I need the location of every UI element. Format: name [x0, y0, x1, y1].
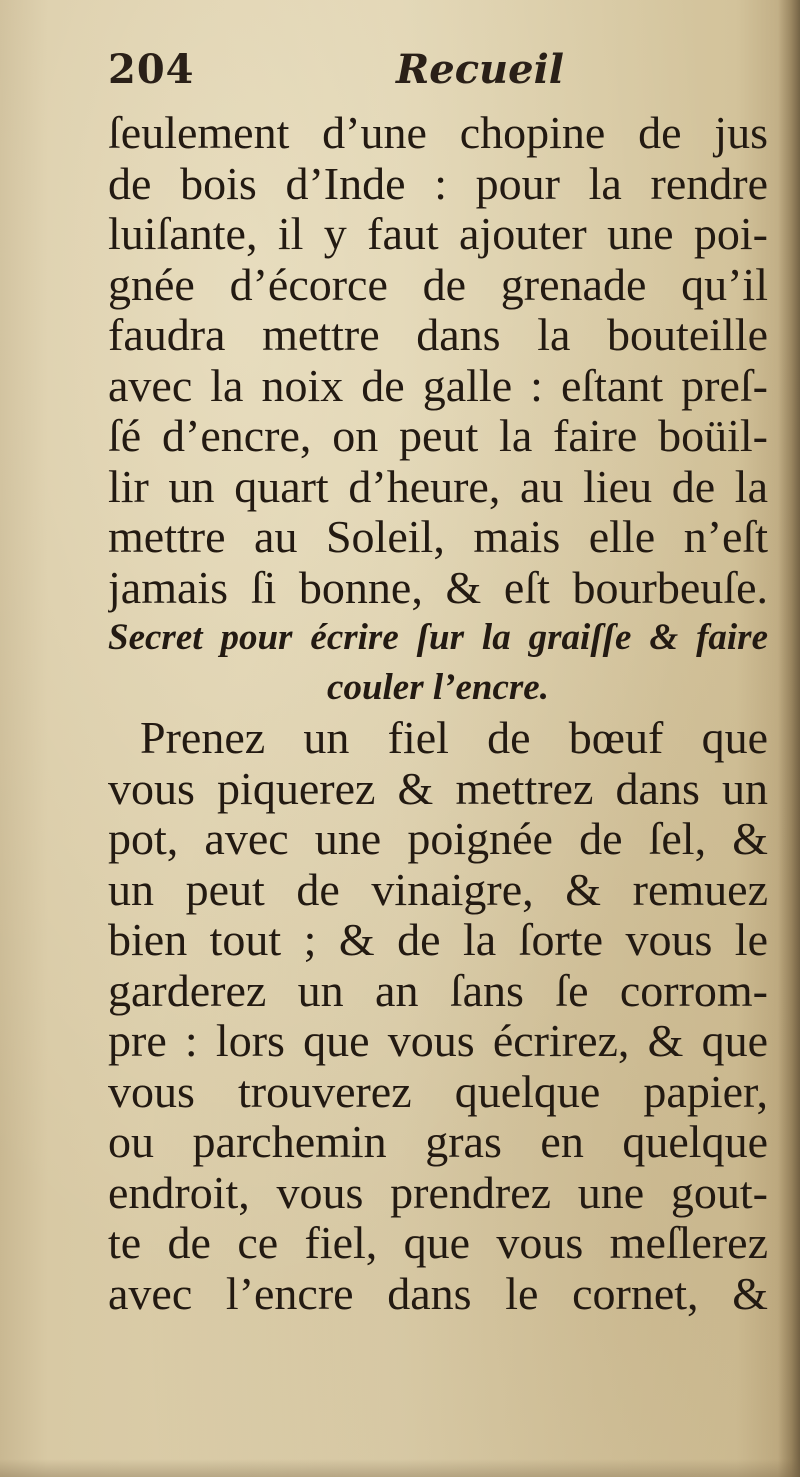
page-gutter-shadow [778, 0, 800, 1477]
body-text [108, 108, 768, 1319]
text-line: avec l’encre dans le cornet, & [108, 1268, 768, 1319]
section-heading [108, 613, 768, 713]
text-line: jamais ſi bonne, & eſt bourbeuſe. [108, 562, 768, 613]
text-line: lir un quart d’heure, au lieu de la [108, 461, 768, 512]
text-line: pot, avec une poignée de ſel, & [108, 814, 768, 864]
text-line: Prenez un fiel de bœuf que [140, 713, 768, 763]
text-line: un peut de vinaigre, & remuez [108, 864, 768, 915]
text-line: ſé d’encre, on peut la faire boüil- [108, 411, 768, 461]
text-line: garderez un an ſans ſe corrom- [108, 965, 768, 1016]
page-bottom-edge [0, 1459, 800, 1477]
text-line: pre : lors que vous écrirez, & que [108, 1016, 768, 1066]
text-line: te de ce fiel, que vous meſlerez [108, 1218, 768, 1268]
page-header [108, 46, 768, 106]
text-line: ſeulement d’une chopine de jus [108, 108, 768, 158]
text-line: ou parchemin gras en quelque [108, 1117, 768, 1167]
text-line: vous piquerez & mettrez dans un [108, 763, 768, 814]
heading-line: Secret pour écrire ſur la graiſſe & faire [108, 617, 768, 658]
text-line: endroit, vous prendrez une gout- [108, 1167, 768, 1218]
text-line: luiſante, il y faut ajouter une poi- [108, 209, 768, 259]
paragraph-2 [108, 713, 768, 1319]
paragraph-1 [108, 108, 768, 613]
heading-line: couler l’encre. [327, 667, 549, 708]
running-head: Recueil [396, 46, 564, 93]
text-line: mettre au Soleil, mais elle n’eſt [108, 512, 768, 562]
text-line: avec la noix de galle : eſtant preſ- [108, 360, 768, 411]
text-line: vous trouverez quelque papier, [108, 1066, 768, 1117]
text-line: bien tout ; & de la ſorte vous le [108, 915, 768, 965]
text-line: gnée d’écorce de grenade qu’il [108, 259, 768, 310]
text-line: faudra mettre dans la bouteille [108, 310, 768, 360]
text-line: de bois d’Inde : pour la rendre [108, 158, 768, 209]
page-number: 204 [108, 46, 195, 93]
